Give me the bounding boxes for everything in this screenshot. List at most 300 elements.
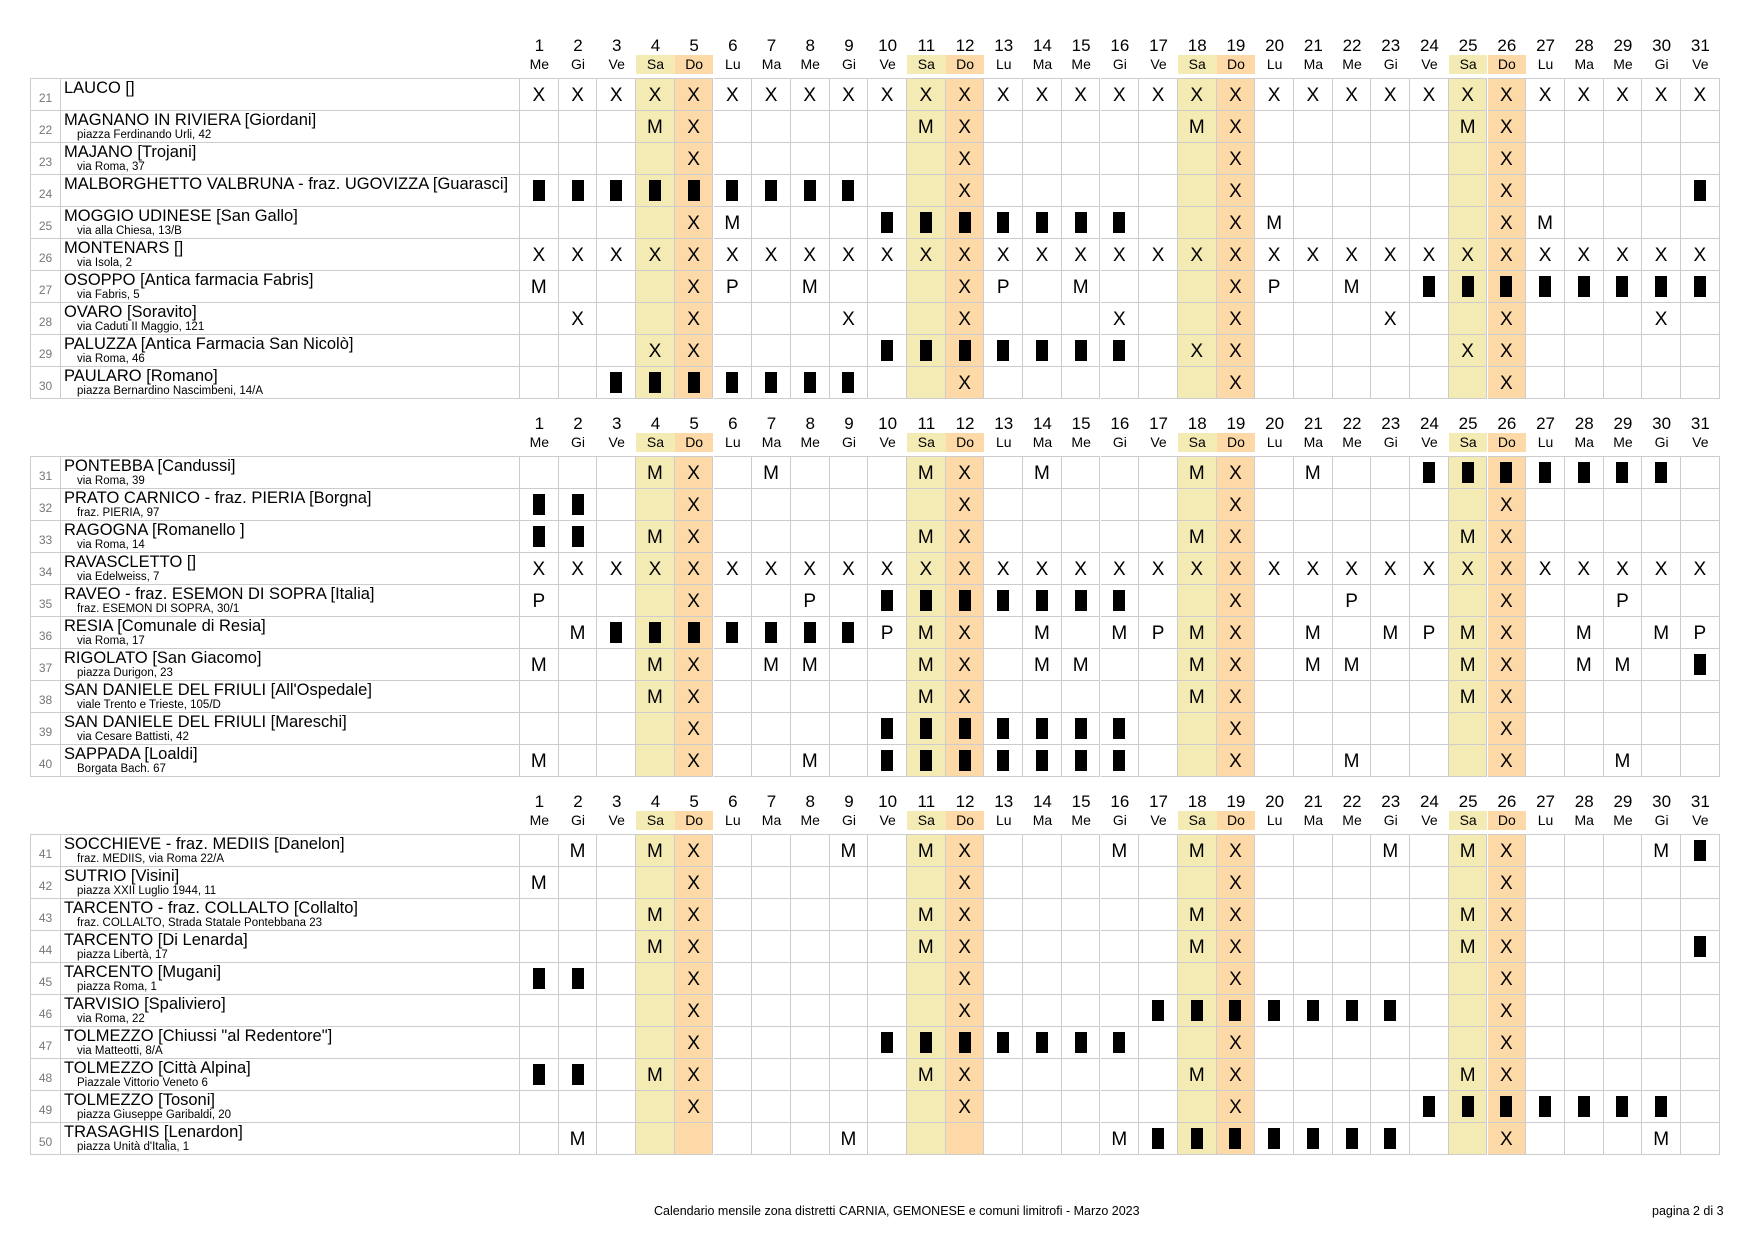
day-cell	[907, 366, 946, 399]
day-cell: X	[675, 302, 714, 335]
day-cell: M	[1178, 648, 1217, 681]
weekday-label: Lu	[995, 56, 1012, 72]
day-cell	[1023, 334, 1062, 367]
day-cell	[830, 712, 869, 745]
closed-marker	[1694, 936, 1706, 957]
day-cell	[1449, 302, 1488, 335]
day-cell: M	[1526, 206, 1565, 239]
day-cell	[520, 456, 559, 489]
pharmacy-row	[30, 744, 1724, 777]
weekday-label: Do	[946, 811, 985, 830]
day-cell	[1333, 1090, 1372, 1123]
closed-marker	[1500, 276, 1512, 297]
weekday-label: Sa	[636, 55, 675, 74]
day-cell: M	[907, 616, 946, 649]
pharmacy-name: PALUZZA [Antica Farmacia San Nicolò]	[64, 335, 354, 353]
day-cell: P	[714, 270, 753, 303]
day-number: 27	[1536, 792, 1555, 811]
day-cell: X	[868, 552, 907, 585]
day-cell	[1681, 584, 1720, 617]
day-cell	[559, 456, 598, 489]
day-cell	[520, 1122, 559, 1155]
day-cell: X	[868, 238, 907, 271]
day-cell	[1023, 520, 1062, 553]
day-cell: X	[1062, 238, 1101, 271]
day-cell: M	[830, 1122, 869, 1155]
closed-marker	[842, 180, 854, 201]
day-cell: M	[1449, 1058, 1488, 1091]
day-cell	[1062, 898, 1101, 931]
row-number: 36	[30, 616, 60, 649]
day-cell	[520, 206, 559, 239]
day-cell: M	[1178, 898, 1217, 931]
day-cell: M	[559, 616, 598, 649]
day-cell	[1178, 1090, 1217, 1123]
day-number: 1	[534, 414, 545, 433]
day-cell	[791, 334, 830, 367]
pharmacy-name: RIGOLATO [San Giacomo]	[64, 649, 262, 667]
day-cell	[946, 744, 985, 777]
day-cell	[1333, 488, 1372, 521]
closed-marker	[1500, 462, 1512, 483]
day-cell	[1565, 270, 1604, 303]
day-cell: X	[636, 78, 675, 111]
day-cell	[1178, 142, 1217, 175]
day-cell: M	[1062, 270, 1101, 303]
day-cell	[868, 1090, 907, 1123]
day-cell: M	[1449, 834, 1488, 867]
day-cell	[597, 744, 636, 777]
day-cell	[1139, 366, 1178, 399]
weekday-label: Ve	[1421, 812, 1438, 828]
day-cell: X	[1488, 238, 1527, 271]
day-cell	[1565, 110, 1604, 143]
day-cell	[752, 680, 791, 713]
day-cell	[675, 366, 714, 399]
day-cell: X	[1449, 238, 1488, 271]
day-cell	[597, 930, 636, 963]
day-number: 31	[1690, 414, 1710, 433]
day-number: 21	[1303, 414, 1323, 433]
day-cell: X	[946, 78, 985, 111]
day-cell: P	[984, 270, 1023, 303]
weekday-label: Lu	[725, 434, 741, 450]
weekday-label: Gi	[1383, 812, 1398, 828]
closed-marker	[649, 622, 661, 643]
day-cell	[868, 648, 907, 681]
pharmacy-name-cell	[60, 110, 520, 143]
day-cell	[559, 270, 598, 303]
day-cell	[559, 110, 598, 143]
day-cell: M	[636, 456, 675, 489]
row-number: 26	[30, 238, 60, 271]
day-cell: X	[1023, 552, 1062, 585]
day-cell	[868, 142, 907, 175]
weekday-label: Me	[800, 434, 820, 450]
day-cell	[752, 302, 791, 335]
day-cell: X	[1217, 174, 1256, 207]
day-cell	[1604, 930, 1643, 963]
day-cell	[1526, 584, 1565, 617]
day-number-header	[30, 36, 1724, 56]
day-cell	[1023, 488, 1062, 521]
day-number: 23	[1381, 414, 1401, 433]
day-cell	[1139, 456, 1178, 489]
day-cell	[1565, 584, 1604, 617]
pharmacy-row	[30, 366, 1724, 399]
day-cell: X	[946, 142, 985, 175]
day-cell	[520, 1026, 559, 1059]
day-cell	[1604, 334, 1643, 367]
day-cell	[1255, 834, 1294, 867]
day-cell: X	[1449, 552, 1488, 585]
day-cell: X	[791, 238, 830, 271]
day-cell	[597, 334, 636, 367]
day-cell	[1139, 994, 1178, 1027]
day-number: 26	[1497, 36, 1517, 55]
closed-marker	[610, 372, 622, 393]
day-cell: M	[636, 648, 675, 681]
day-cell	[1449, 584, 1488, 617]
day-cell: M	[1333, 648, 1372, 681]
day-cell: X	[1217, 520, 1256, 553]
day-cell	[984, 616, 1023, 649]
weekday-label: Ve	[1692, 56, 1709, 72]
day-cell	[714, 584, 753, 617]
day-cell	[1488, 270, 1527, 303]
day-cell	[1255, 366, 1294, 399]
day-cell	[1488, 1090, 1527, 1123]
day-cell	[1139, 206, 1178, 239]
row-number: 24	[30, 174, 60, 207]
day-cell	[1449, 488, 1488, 521]
day-cell	[1526, 1026, 1565, 1059]
pharmacy-name-cell	[60, 366, 520, 399]
day-cell	[984, 680, 1023, 713]
day-cell: X	[1217, 834, 1256, 867]
day-cell	[520, 834, 559, 867]
day-cell	[1255, 488, 1294, 521]
day-cell	[1642, 648, 1681, 681]
weekday-label: Lu	[725, 56, 741, 72]
day-cell	[1642, 962, 1681, 995]
row-number: 39	[30, 712, 60, 745]
pharmacy-row	[30, 456, 1724, 489]
day-cell: M	[1178, 834, 1217, 867]
day-cell: M	[907, 110, 946, 143]
day-cell	[1681, 110, 1720, 143]
weekday-label: Sa	[907, 55, 946, 74]
day-cell	[1681, 366, 1720, 399]
day-cell	[791, 456, 830, 489]
day-cell	[1255, 994, 1294, 1027]
day-cell	[597, 366, 636, 399]
day-cell	[791, 962, 830, 995]
pharmacy-row	[30, 142, 1724, 175]
day-cell	[520, 994, 559, 1027]
day-cell	[1681, 270, 1720, 303]
day-cell: X	[1255, 238, 1294, 271]
pharmacy-address: via Matteotti, 8/A	[77, 1045, 163, 1057]
pharmacy-name-cell	[60, 1026, 520, 1059]
calendar-page	[30, 0, 1724, 1241]
day-cell: X	[1488, 616, 1527, 649]
day-cell	[1101, 1026, 1140, 1059]
day-number: 24	[1419, 414, 1439, 433]
day-cell: X	[946, 456, 985, 489]
day-number-header	[30, 414, 1724, 434]
closed-marker	[1346, 1000, 1358, 1021]
closed-marker	[920, 1032, 932, 1053]
day-cell	[868, 930, 907, 963]
pharmacy-address: via Edelweiss, 7	[77, 571, 160, 583]
day-number: 14	[1032, 414, 1052, 433]
day-number: 5	[689, 414, 699, 433]
day-cell	[714, 142, 753, 175]
weekday-label: Lu	[1266, 434, 1283, 450]
day-cell: X	[675, 270, 714, 303]
day-cell: X	[946, 616, 985, 649]
day-cell	[1410, 142, 1449, 175]
day-cell: X	[830, 78, 869, 111]
weekday-label: Lu	[1266, 56, 1283, 72]
day-cell	[1642, 270, 1681, 303]
day-cell: X	[675, 584, 714, 617]
closed-marker	[1578, 1096, 1590, 1117]
day-cell: X	[1294, 552, 1333, 585]
day-number: 4	[650, 792, 661, 811]
pharmacy-name-cell	[60, 78, 520, 111]
day-cell	[1371, 680, 1410, 713]
day-cell	[1023, 174, 1062, 207]
day-cell	[1255, 456, 1294, 489]
day-cell	[1023, 994, 1062, 1027]
day-cell: P	[791, 584, 830, 617]
day-cell: X	[946, 930, 985, 963]
day-cell	[1371, 334, 1410, 367]
day-cell	[597, 206, 636, 239]
day-cell	[1101, 866, 1140, 899]
day-cell	[1294, 962, 1333, 995]
day-cell	[1604, 366, 1643, 399]
day-cell	[1294, 834, 1333, 867]
day-cell	[1139, 142, 1178, 175]
day-cell	[1410, 366, 1449, 399]
day-cell	[1139, 1122, 1178, 1155]
day-cell	[1410, 584, 1449, 617]
closed-marker	[1694, 276, 1706, 297]
day-cell	[1410, 1090, 1449, 1123]
day-cell	[1023, 1090, 1062, 1123]
day-cell: X	[1681, 238, 1720, 271]
day-cell: M	[1565, 616, 1604, 649]
day-cell	[1139, 110, 1178, 143]
day-cell	[1178, 584, 1217, 617]
day-number: 27	[1536, 414, 1555, 433]
day-cell	[1178, 174, 1217, 207]
day-cell	[868, 680, 907, 713]
pharmacy-address: via Roma, 39	[77, 475, 145, 487]
day-cell	[1410, 1026, 1449, 1059]
day-cell	[791, 366, 830, 399]
day-cell	[1410, 1122, 1449, 1155]
day-cell	[1449, 456, 1488, 489]
day-cell: M	[1642, 1122, 1681, 1155]
day-cell: X	[946, 994, 985, 1027]
closed-marker	[959, 590, 971, 611]
closed-marker	[881, 718, 893, 739]
day-cell: P	[1410, 616, 1449, 649]
day-cell	[1101, 270, 1140, 303]
day-cell: X	[946, 270, 985, 303]
closed-marker	[1191, 1128, 1203, 1149]
day-cell	[1681, 680, 1720, 713]
day-cell	[1371, 712, 1410, 745]
day-cell	[1294, 866, 1333, 899]
day-cell	[1178, 866, 1217, 899]
day-cell: X	[1488, 648, 1527, 681]
day-cell	[1255, 930, 1294, 963]
day-cell: X	[1488, 110, 1527, 143]
weekday-label: Ma	[1303, 812, 1324, 828]
weekday-label: Me	[1613, 434, 1633, 450]
day-cell: X	[675, 1058, 714, 1091]
day-cell	[752, 270, 791, 303]
day-cell	[1333, 962, 1372, 995]
day-cell	[1062, 110, 1101, 143]
day-cell	[752, 866, 791, 899]
day-cell	[1642, 366, 1681, 399]
day-cell	[1410, 680, 1449, 713]
weekday-label: Do	[946, 55, 985, 74]
day-cell	[1604, 866, 1643, 899]
day-cell	[1526, 930, 1565, 963]
day-cell	[984, 206, 1023, 239]
pharmacy-row	[30, 930, 1724, 963]
day-cell	[559, 1090, 598, 1123]
day-cell	[1062, 456, 1101, 489]
closed-marker	[1539, 462, 1551, 483]
day-cell: M	[1294, 616, 1333, 649]
day-cell	[1139, 174, 1178, 207]
weekday-label: Lu	[995, 812, 1012, 828]
day-cell	[559, 520, 598, 553]
closed-marker	[1539, 1096, 1551, 1117]
day-number: 31	[1690, 36, 1710, 55]
footer-title: Calendario mensile zona distretti CARNIA, GEMONESE e comuni limitrofi - Marzo 2023	[654, 1204, 1140, 1218]
pharmacy-address: viale Trento e Trieste, 105/D	[77, 699, 221, 711]
day-cell	[636, 584, 675, 617]
day-number: 15	[1071, 36, 1091, 55]
day-cell	[1371, 174, 1410, 207]
pharmacy-name: TARVISIO [Spaliviero]	[64, 995, 226, 1013]
day-cell	[1449, 1026, 1488, 1059]
day-cell	[1565, 142, 1604, 175]
closed-marker	[881, 750, 893, 771]
day-cell	[1139, 648, 1178, 681]
day-cell	[1255, 744, 1294, 777]
weekday-label: Ve	[608, 56, 625, 72]
day-cell	[1333, 142, 1372, 175]
day-cell	[868, 520, 907, 553]
pharmacy-address: piazza Ferdinando Urli, 42	[77, 129, 212, 141]
weekday-label: Do	[946, 433, 985, 452]
pharmacy-address: via Roma, 17	[77, 635, 145, 647]
row-number: 41	[30, 834, 60, 867]
weekday-header	[30, 433, 1724, 453]
day-cell	[868, 834, 907, 867]
day-cell	[1255, 520, 1294, 553]
day-cell	[597, 1058, 636, 1091]
pharmacy-address: piazza Unità d'Italia, 1	[77, 1141, 190, 1153]
closed-marker	[572, 1064, 584, 1085]
day-number: 10	[878, 414, 898, 433]
day-cell	[984, 1026, 1023, 1059]
pharmacy-row	[30, 866, 1724, 899]
day-cell	[1333, 206, 1372, 239]
day-cell	[520, 142, 559, 175]
day-cell	[1294, 994, 1333, 1027]
day-cell	[984, 1090, 1023, 1123]
day-number: 23	[1381, 792, 1401, 811]
day-cell: X	[1178, 552, 1217, 585]
weekday-label: Sa	[1178, 433, 1217, 452]
day-cell	[1333, 680, 1372, 713]
day-cell: X	[946, 866, 985, 899]
weekday-label: Gi	[841, 812, 856, 828]
day-cell	[1178, 270, 1217, 303]
day-cell	[1526, 302, 1565, 335]
closed-marker	[533, 526, 545, 547]
day-number: 25	[1458, 792, 1478, 811]
weekday-label: Ve	[1150, 812, 1167, 828]
weekday-label: Me	[1613, 56, 1633, 72]
day-cell	[520, 110, 559, 143]
weekday-label: Gi	[1383, 56, 1398, 72]
day-cell	[1333, 302, 1372, 335]
closed-marker	[959, 750, 971, 771]
pharmacy-name: RAVEO - fraz. ESEMON DI SOPRA [Italia]	[64, 585, 375, 603]
day-cell	[1371, 994, 1410, 1027]
day-cell: X	[675, 456, 714, 489]
day-cell	[636, 270, 675, 303]
day-cell: X	[1488, 142, 1527, 175]
day-cell: X	[1255, 78, 1294, 111]
day-cell	[1023, 206, 1062, 239]
day-cell	[752, 712, 791, 745]
day-cell: X	[1178, 238, 1217, 271]
day-cell	[1255, 616, 1294, 649]
weekday-label: Me	[800, 56, 820, 72]
day-cell	[1449, 744, 1488, 777]
day-cell	[597, 456, 636, 489]
day-cell: X	[1217, 270, 1256, 303]
day-number: 31	[1690, 792, 1710, 811]
day-cell	[1604, 834, 1643, 867]
day-cell	[520, 898, 559, 931]
closed-marker	[1655, 1096, 1667, 1117]
closed-marker	[1307, 1128, 1319, 1149]
weekday-label: Me	[529, 56, 550, 72]
day-number: 6	[728, 36, 738, 55]
pharmacy-address: fraz. ESEMON DI SOPRA, 30/1	[77, 603, 240, 615]
day-cell	[597, 142, 636, 175]
day-cell	[1023, 1058, 1062, 1091]
pharmacy-name-cell	[60, 238, 520, 271]
day-cell: X	[1333, 238, 1372, 271]
day-cell: M	[636, 898, 675, 931]
day-cell	[830, 456, 869, 489]
